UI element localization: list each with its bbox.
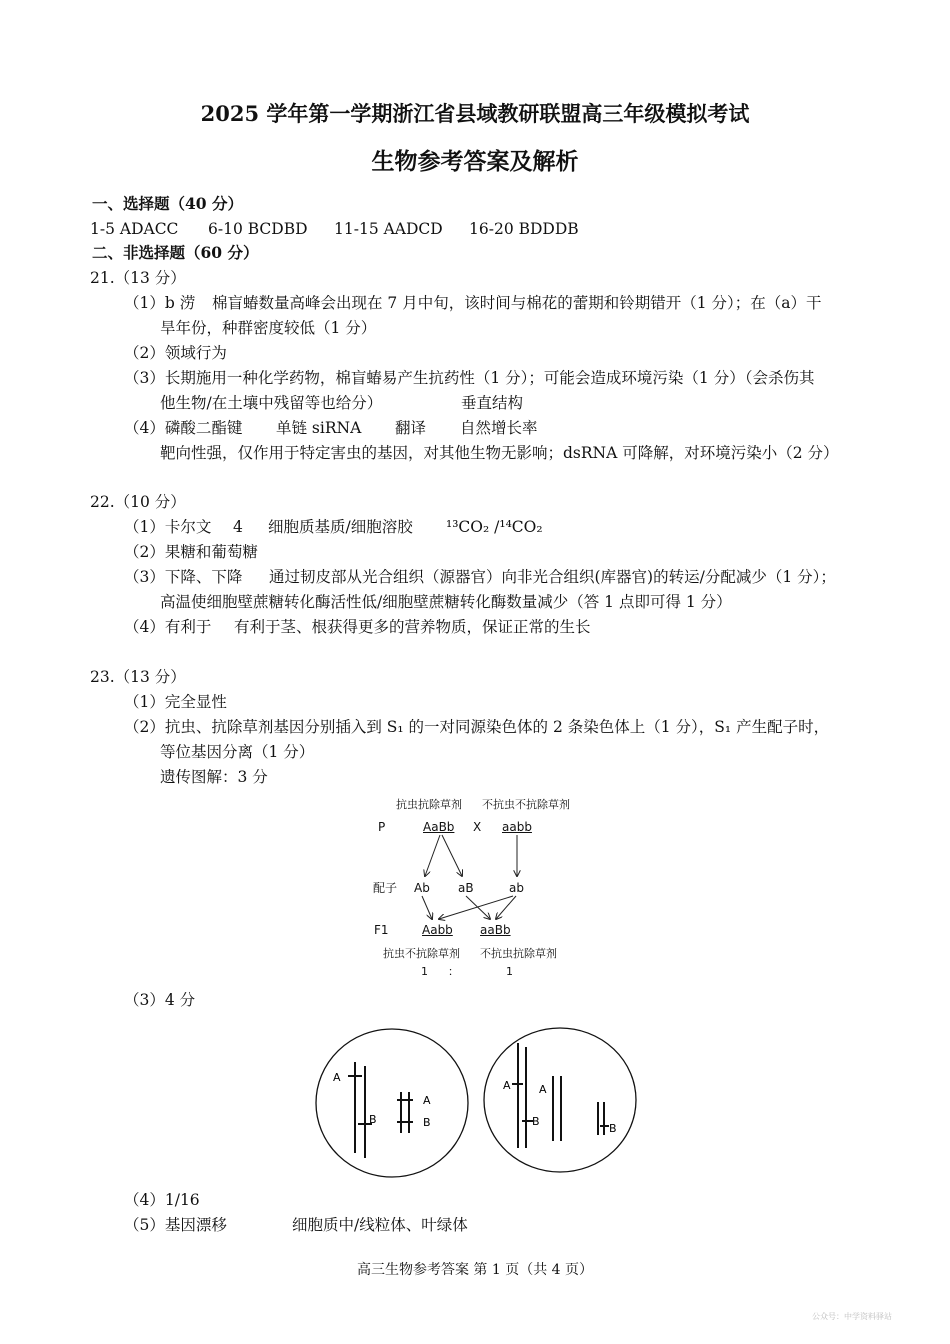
q22-part4-a: （4）有利于 bbox=[124, 618, 212, 636]
q21-part3-answer: 垂直结构 bbox=[461, 394, 524, 412]
ratio-right: 1 bbox=[506, 965, 513, 978]
arrow-parent-to-gamete-1 bbox=[425, 835, 440, 876]
gamete-label: 配子 bbox=[373, 881, 398, 895]
f1-label: F1 bbox=[374, 923, 389, 937]
arrow-gamete-to-f1-4 bbox=[496, 896, 516, 919]
q23-heading: 23.（13 分） bbox=[90, 668, 186, 686]
q21-part1-text-cont: 旱年份，种群密度较低（1 分） bbox=[160, 319, 377, 337]
cell-right bbox=[484, 1028, 636, 1172]
parent-genotype-right: aabb bbox=[502, 820, 532, 834]
q22-heading: 22.（10 分） bbox=[90, 493, 186, 511]
answer-group-2: 6-10 BCDBD bbox=[208, 220, 308, 238]
arrow-parent-to-gamete-2 bbox=[442, 835, 462, 876]
q21-part4-c: 翻译 bbox=[395, 419, 427, 437]
parent-phenotype-right: 不抗虫不抗除草剂 bbox=[482, 798, 570, 811]
f1-genotype-left: Aabb bbox=[422, 923, 453, 937]
answer-group-3: 11-15 AADCD bbox=[334, 220, 443, 238]
f1-phenotype-left: 抗虫不抗除草剂 bbox=[383, 947, 460, 960]
gamete-ab-recessive: ab bbox=[509, 881, 524, 895]
q22-part1-b: 4 bbox=[233, 518, 243, 536]
gene-label-b: B bbox=[423, 1116, 431, 1129]
q21-heading: 21.（13 分） bbox=[90, 269, 186, 287]
exam-title: 2025 学年第一学期浙江省县域教研联盟高三年级模拟考试 bbox=[200, 101, 750, 126]
q23-part5-b: 细胞质中/线粒体、叶绿体 bbox=[292, 1216, 468, 1234]
answer-subtitle: 生物参考答案及解析 bbox=[371, 148, 579, 175]
gamete-ab-lower-upper: aB bbox=[458, 881, 474, 895]
cross-arrows bbox=[360, 790, 600, 980]
q21-part3-text-cont: 他生物/在土壤中残留等也给分） bbox=[160, 394, 383, 412]
gene-label-b: B bbox=[369, 1113, 377, 1126]
watermark: 公众号：中学资料驿站 bbox=[812, 1312, 892, 1321]
q23-part3: （3）4 分 bbox=[124, 991, 196, 1009]
page-footer: 高三生物参考答案 第 1 页（共 4 页） bbox=[356, 1262, 594, 1278]
arrow-gamete-to-f1-3 bbox=[466, 896, 490, 919]
q23-part2-b: 等位基因分离（1 分） bbox=[160, 743, 315, 761]
gamete-ab-upper: Ab bbox=[414, 881, 430, 895]
cell-diagrams bbox=[310, 1025, 650, 1185]
q22-part2: （2）果糖和葡萄糖 bbox=[124, 543, 258, 561]
q23-part1: （1）完全显性 bbox=[124, 693, 227, 711]
gene-label-a: A bbox=[539, 1083, 547, 1096]
q22-part3-b: 通过韧皮部从光合组织（源器官）向非光合组织(库器官)的转运/分配减少（1 分）； bbox=[269, 568, 836, 586]
ratio-colon: ： bbox=[448, 965, 459, 978]
cell-membrane-left bbox=[316, 1029, 468, 1177]
q22-part3-c: 高温使细胞壁蔗糖转化酶活性低/细胞壁蔗糖转化酶数量减少（答 1 点即可得 1 分） bbox=[160, 593, 732, 611]
q22-part4-b: 有利于茎、根获得更多的营养物质，保证正常的生长 bbox=[234, 618, 591, 636]
section-nonchoice-heading: 二、非选择题（60 分） bbox=[92, 243, 259, 262]
p-label: P bbox=[378, 820, 386, 834]
q21-part3-text: （3）长期施用一种化学药物，棉盲蝽易产生抗药性（1 分）；可能会造成环境污染（1 分）（会杀伤其 bbox=[124, 369, 815, 387]
cell-left bbox=[316, 1029, 468, 1177]
f1-phenotype-right: 不抗虫抗除草剂 bbox=[480, 947, 557, 960]
q21-part4-d: 自然增长率 bbox=[460, 419, 538, 437]
q23-part4: （4）1/16 bbox=[124, 1191, 200, 1209]
q22-part3-a: （3）下降、下降 bbox=[124, 568, 243, 586]
cross-symbol: X bbox=[473, 820, 482, 834]
parent-phenotype-left: 抗虫抗除草剂 bbox=[396, 798, 462, 811]
gene-label-b: B bbox=[532, 1115, 540, 1128]
q23-part2-a: （2）抗虫、抗除草剂基因分别插入到 S₁ 的一对同源染色体的 2 条染色体上（1 分），S₁ 产生配子时， bbox=[124, 718, 830, 736]
gene-label-b: B bbox=[609, 1122, 617, 1135]
q21-part1-label: （1）b 涝 bbox=[124, 294, 196, 312]
q23-part5-a: （5）基因漂移 bbox=[124, 1216, 227, 1234]
q23-part2-c: 遗传图解：3 分 bbox=[160, 768, 268, 786]
answer-group-1: 1-5 ADACC bbox=[90, 220, 179, 238]
answer-group-4: 16-20 BDDDB bbox=[469, 220, 579, 238]
gene-label-a: A bbox=[423, 1094, 431, 1107]
genetic-cross-diagram bbox=[360, 790, 600, 980]
q21-part4-e: 靶向性强，仅作用于特定害虫的基因，对其他生物无影响；dsRNA 可降解，对环境污染小（2 分） bbox=[160, 444, 839, 462]
arrow-gamete-to-f1-2 bbox=[439, 896, 513, 919]
section-choice-heading: 一、选择题（40 分） bbox=[92, 194, 243, 213]
q22-part1-a: （1）卡尔文 bbox=[124, 518, 212, 536]
q22-part1-c: 细胞质基质/细胞溶胶 bbox=[268, 518, 413, 536]
q21-part1-text: 棉盲蝽数量高峰会出现在 7 月中旬，该时间与棉花的蕾期和铃期错开（1 分）；在（a）干 bbox=[212, 294, 822, 312]
gene-label-a: A bbox=[503, 1079, 511, 1092]
parent-genotype-left: AaBb bbox=[423, 820, 455, 834]
q21-part4-a: （4）磷酸二酯键 bbox=[124, 419, 243, 437]
q22-part1-d: ¹³CO₂ /¹⁴CO₂ bbox=[446, 518, 543, 536]
ratio-left: 1 bbox=[421, 965, 428, 978]
gene-label-a: A bbox=[333, 1071, 341, 1084]
q21-part4-b: 单链 siRNA bbox=[276, 419, 362, 437]
f1-genotype-right: aaBb bbox=[480, 923, 511, 937]
q21-part2: （2）领域行为 bbox=[124, 344, 227, 362]
arrow-gamete-to-f1-1 bbox=[422, 896, 432, 919]
